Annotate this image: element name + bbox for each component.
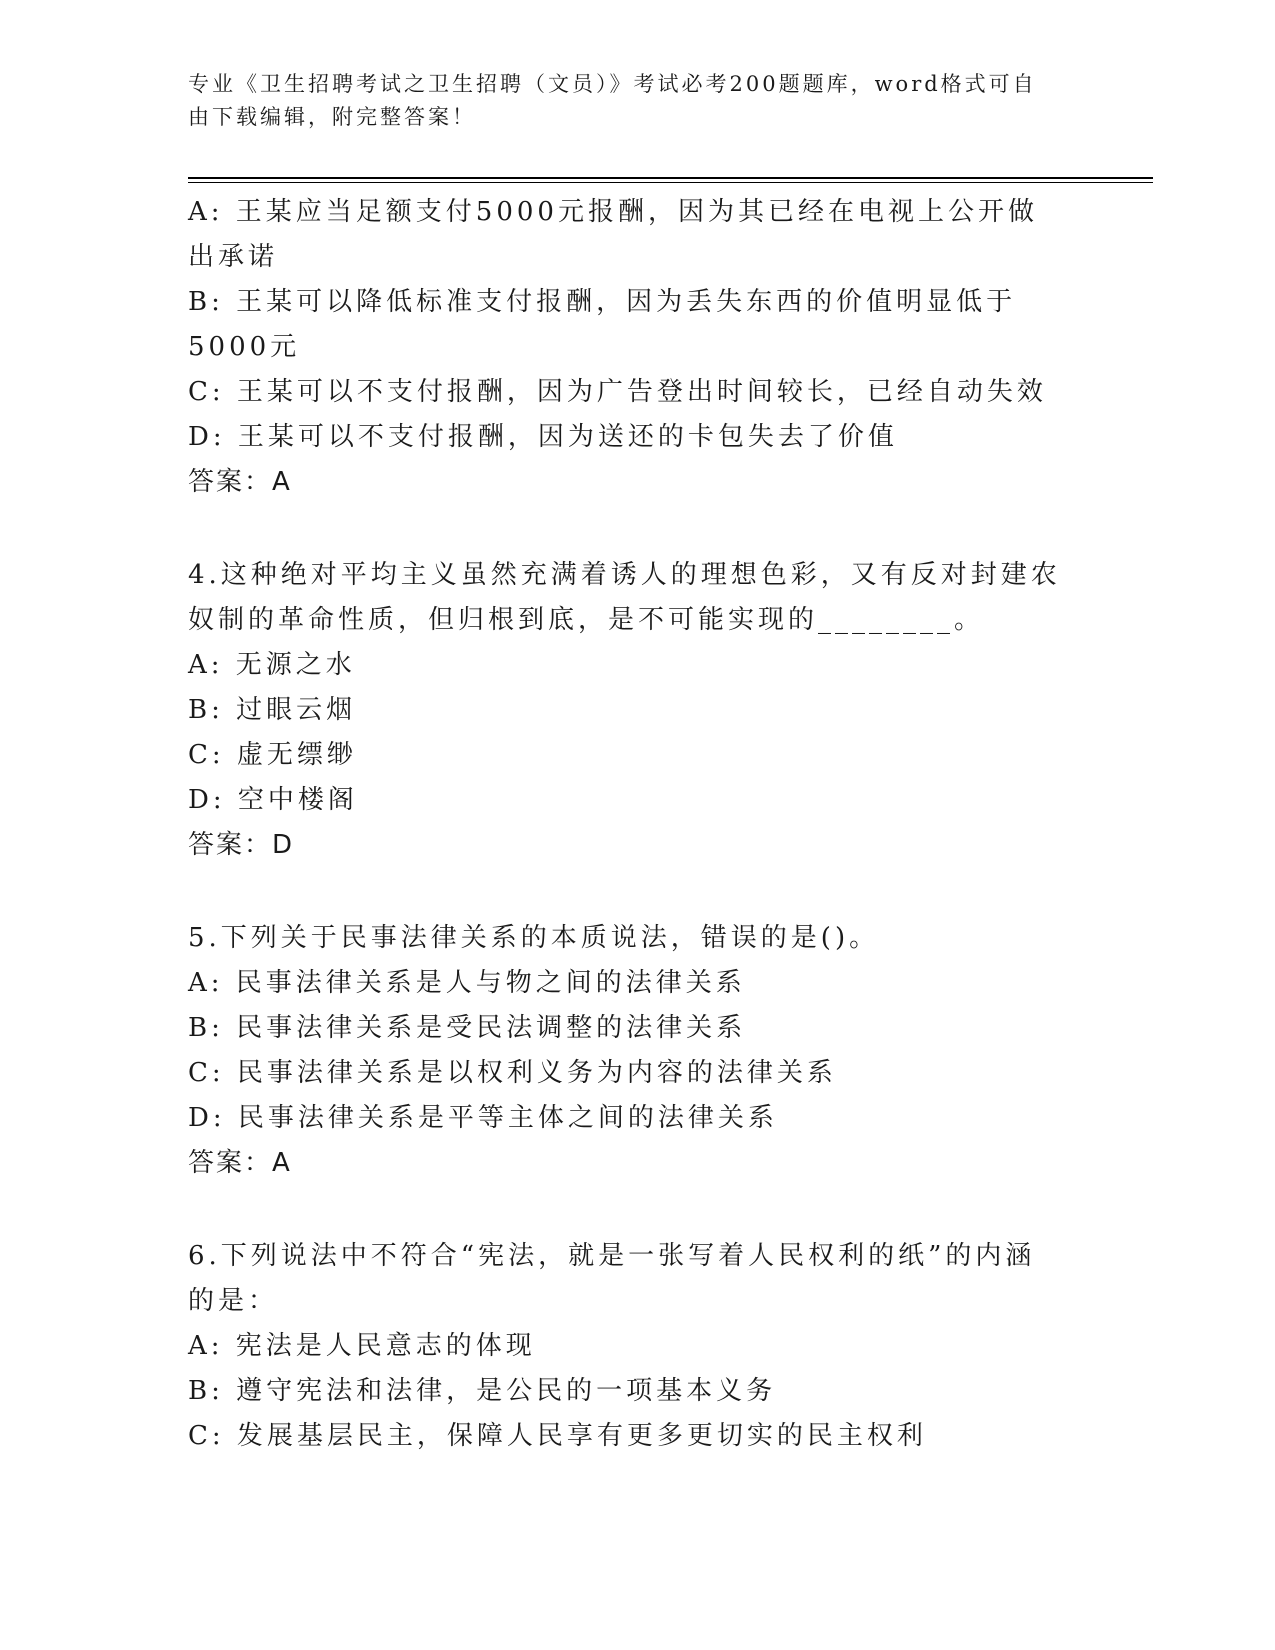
document-body [188, 190, 1063, 1507]
option-d: D: 空中楼阁 [188, 785, 358, 815]
option-a: A: 无源之水 [188, 650, 356, 680]
option-c: C: 王某可以不支付报酬，因为广告登出时间较长，已经自动失效 [188, 377, 1047, 407]
question-text: 5.下列关于民事法律关系的本质说法，错误的是()。 [188, 923, 880, 953]
page-header [188, 68, 1108, 134]
header-divider [188, 177, 1153, 183]
option-b: B: 民事法律关系是受民法调整的法律关系 [188, 1013, 747, 1043]
option-b: B: 王某可以降低标准支付报酬，因为丢失东西的价值明显低于5000元 [188, 287, 1017, 362]
option-b: B: 遵守宪法和法律，是公民的一项基本义务 [188, 1376, 777, 1406]
question-6 [188, 1234, 1063, 1459]
answer: 答案：D [188, 830, 295, 860]
option-c: C: 民事法律关系是以权利义务为内容的法律关系 [188, 1058, 837, 1088]
question-4 [188, 553, 1063, 868]
option-a: A: 王某应当足额支付5000元报酬，因为其已经在电视上公开做出承诺 [188, 197, 1038, 272]
answer: 答案：A [188, 467, 292, 497]
question-3 [188, 190, 1063, 505]
option-a: A: 宪法是人民意志的体现 [188, 1331, 536, 1361]
document-title: 专业《卫生招聘考试之卫生招聘（文员）》考试必考200题题库，word格式可自由下载编辑，附完整答案！ [188, 72, 1037, 129]
question-text: 4.这种绝对平均主义虽然充满着诱人的理想色彩，又有反对封建农奴制的革命性质，但归根到底，是不可能实现的________。 [188, 560, 1061, 635]
option-d: D: 民事法律关系是平等主体之间的法律关系 [188, 1103, 778, 1133]
option-b: B: 过眼云烟 [188, 695, 357, 725]
answer: 答案：A [188, 1148, 292, 1178]
question-text: 6.下列说法中不符合“宪法，就是一张写着人民权利的纸”的内涵的是： [188, 1241, 1036, 1316]
option-c: C: 虚无缥缈 [188, 740, 357, 770]
question-5 [188, 916, 1063, 1186]
option-d: D: 王某可以不支付报酬，因为送还的卡包失去了价值 [188, 422, 898, 452]
option-c: C: 发展基层民主，保障人民享有更多更切实的民主权利 [188, 1421, 927, 1451]
option-a: A: 民事法律关系是人与物之间的法律关系 [188, 968, 746, 998]
